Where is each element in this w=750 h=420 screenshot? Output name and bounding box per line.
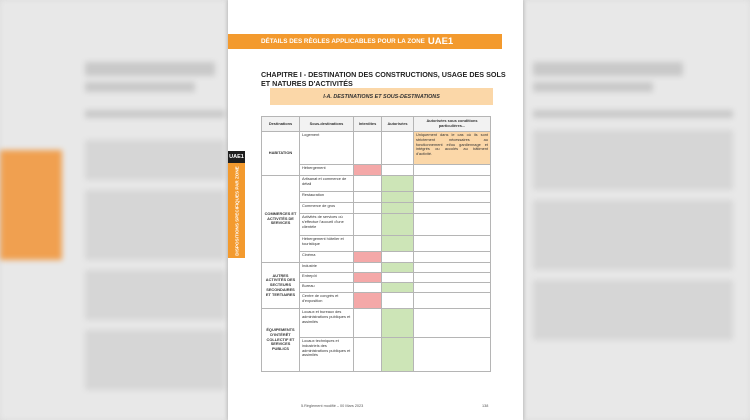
conditional-cell: Uniquement dans le cas où ils sont strictement nécessaires au fonctionnement et/ou gardiennage et intégrés ou accolés au bâtiment d'activité.: [414, 132, 491, 165]
allowed-cell: [382, 203, 414, 214]
allowed-cell: [382, 338, 414, 372]
allowed-cell: [382, 273, 414, 283]
conditional-cell: [414, 283, 491, 293]
page-number: 138: [482, 404, 489, 408]
conditional-cell: [414, 252, 491, 263]
banner-zone: UAE1: [427, 36, 454, 47]
table-row: [262, 309, 491, 338]
sub-destination-cell: Centre de congrès et d'exposition: [300, 293, 354, 309]
conditional-cell: [414, 338, 491, 372]
conditional-cell: [414, 263, 491, 273]
side-tab: [228, 163, 245, 258]
sub-destination-cell: Restauration: [300, 192, 354, 203]
destinations-table: [261, 116, 491, 372]
allowed-cell: [382, 309, 414, 338]
sub-destination-cell: Entrepôt: [300, 273, 354, 283]
table-row: [262, 263, 491, 273]
conditional-cell: [414, 309, 491, 338]
header-sub-destinations: Sous-destinations: [300, 117, 354, 132]
section-title: I-A. DESTINATIONS ET SOUS-DESTINATIONS: [270, 88, 493, 105]
sub-destination-cell: Commerce de gros: [300, 203, 354, 214]
sub-destination-cell: Industrie: [300, 263, 354, 273]
destination-cell: ÉQUIPEMENTS D'INTÉRÊT COLLECTIF ET SERVICES PUBLICS: [262, 309, 300, 372]
conditional-cell: [414, 273, 491, 283]
allowed-cell: [382, 263, 414, 273]
sub-destination-cell: Hébergement hôtelier et touristique: [300, 236, 354, 252]
chapter-title: CHAPITRE I - DESTINATION DES CONSTRUCTIONS, USAGE DES SOLS ET NATURES D'ACTIVITÉS: [261, 70, 506, 88]
forbidden-cell: [354, 165, 382, 176]
background-page-left: [0, 0, 228, 420]
allowed-cell: [382, 132, 414, 165]
allowed-cell: [382, 293, 414, 309]
sub-destination-cell: Logement: [300, 132, 354, 165]
forbidden-cell: [354, 309, 382, 338]
footer-doc-label: 5.Règlement modifié – 00 Mars 2023: [301, 404, 364, 408]
conditional-cell: [414, 176, 491, 192]
destination-cell: HABITATION: [262, 132, 300, 176]
forbidden-cell: [354, 252, 382, 263]
forbidden-cell: [354, 132, 382, 165]
forbidden-cell: [354, 338, 382, 372]
allowed-cell: [382, 236, 414, 252]
sub-destination-cell: Bureau: [300, 283, 354, 293]
forbidden-cell: [354, 236, 382, 252]
background-page-right: [523, 0, 750, 420]
side-tab-code: UAE1: [228, 151, 245, 163]
destination-cell: AUTRES ACTIVITÉS DES SECTEURS SECONDAIRES ET TERTIAIRES: [262, 263, 300, 309]
forbidden-cell: [354, 203, 382, 214]
conditional-cell: [414, 165, 491, 176]
allowed-cell: [382, 176, 414, 192]
header-destinations: Destinations: [262, 117, 300, 132]
allowed-cell: [382, 214, 414, 236]
table-row: [262, 176, 491, 192]
conditional-cell: [414, 293, 491, 309]
destination-cell: COMMERCES ET ACTIVITÉS DE SERVICES: [262, 176, 300, 263]
sub-destination-cell: Activités de services où s'effectue l'accueil d'une clientèle: [300, 214, 354, 236]
document-page: [228, 0, 523, 420]
conditional-cell: [414, 203, 491, 214]
conditional-cell: [414, 214, 491, 236]
sub-destination-cell: Locaux et bureaux des administrations publiques et assimilés: [300, 309, 354, 338]
forbidden-cell: [354, 263, 382, 273]
allowed-cell: [382, 252, 414, 263]
zone-banner: [228, 34, 502, 49]
header-conditional: Autorisées sous conditions particulières...: [414, 117, 491, 132]
banner-title: DÉTAILS DES RÈGLES APPLICABLES POUR LA ZONE: [261, 38, 425, 45]
table-header-row: [262, 117, 491, 132]
header-allowed: Autorisées: [382, 117, 414, 132]
forbidden-cell: [354, 273, 382, 283]
forbidden-cell: [354, 192, 382, 203]
forbidden-cell: [354, 176, 382, 192]
allowed-cell: [382, 165, 414, 176]
sub-destination-cell: Cinéma: [300, 252, 354, 263]
forbidden-cell: [354, 283, 382, 293]
side-tab-label: DISPOSITIONS SPECIFIQUES PAR ZONE: [233, 165, 239, 256]
allowed-cell: [382, 283, 414, 293]
forbidden-cell: [354, 214, 382, 236]
header-forbidden: Interdites: [354, 117, 382, 132]
forbidden-cell: [354, 293, 382, 309]
sub-destination-cell: Hébergement: [300, 165, 354, 176]
conditional-cell: [414, 192, 491, 203]
allowed-cell: [382, 192, 414, 203]
conditional-cell: [414, 236, 491, 252]
sub-destination-cell: Locaux techniques et industriels des administrations publiques et assimilés: [300, 338, 354, 372]
table-row: [262, 132, 491, 165]
sub-destination-cell: Artisanat et commerce de détail: [300, 176, 354, 192]
